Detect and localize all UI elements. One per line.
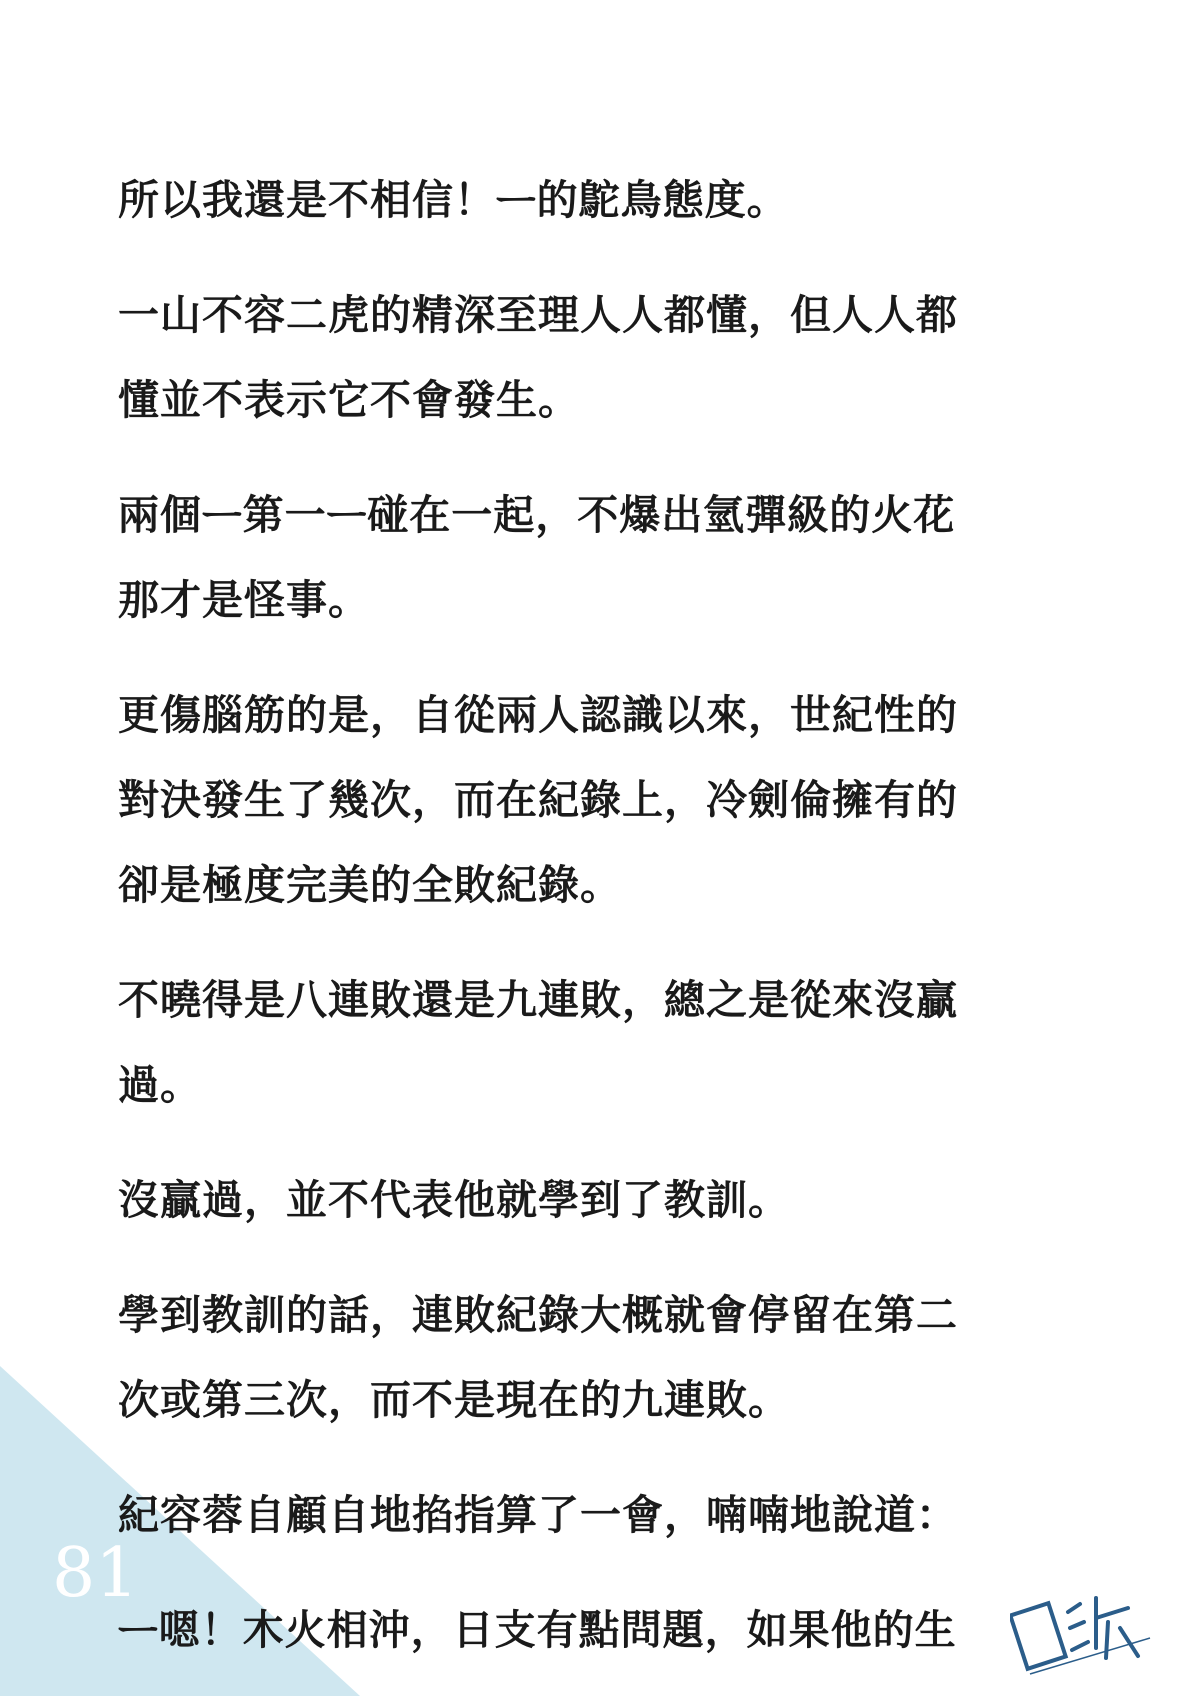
paragraph-8: [118, 1473, 1098, 1558]
manben-logo-icon: [1010, 1578, 1160, 1678]
text-line: 一山不容二虎的精深至理人人都懂，但人人都: [118, 291, 958, 339]
paragraph-2: [118, 273, 1098, 443]
text-line: 學到教訓的話，連敗紀錄大概就會停留在第二: [118, 1291, 958, 1339]
text-line: 兩個ᅳ第一ᅳ碰在一起，不爆出氫彈級的火花: [118, 491, 956, 539]
paragraph-5: [118, 958, 1098, 1128]
text-line: 更傷腦筋的是，自從兩人認識以來，世紀性的: [118, 691, 958, 739]
paragraph-3: [118, 473, 1098, 643]
text-line: 所以我還是不相信！ᅳ的鴕鳥態度。: [118, 176, 789, 224]
text-line: 不曉得是八連敗還是九連敗，總之是從來沒贏: [118, 976, 958, 1024]
text-line: 那才是怪事。: [118, 576, 370, 624]
paragraph-6: [118, 1158, 1098, 1243]
page-number: 81: [52, 1534, 139, 1613]
text-line: 紀容蓉自顧自地掐指算了一會，喃喃地說道：: [118, 1491, 958, 1539]
text-line: 懂並不表示它不會發生。: [118, 376, 580, 424]
body-text: [118, 158, 1098, 1703]
paragraph-1: [118, 158, 1098, 243]
text-line: 卻是極度完美的全敗紀錄。: [118, 861, 622, 909]
text-line: 對決發生了幾次，而在紀錄上，冷劍倫擁有的: [118, 776, 958, 824]
paragraph-7: [118, 1273, 1098, 1443]
text-line: 沒贏過，並不代表他就學到了教訓。: [118, 1176, 790, 1224]
paragraph-9: [118, 1588, 1098, 1673]
text-line: 過。: [118, 1061, 202, 1109]
paragraph-4: [118, 673, 1098, 928]
text-line: 次或第三次，而不是現在的九連敗。: [118, 1376, 790, 1424]
text-line: ᅳ嗯！木火相沖，日支有點問題，如果他的生: [118, 1606, 957, 1654]
